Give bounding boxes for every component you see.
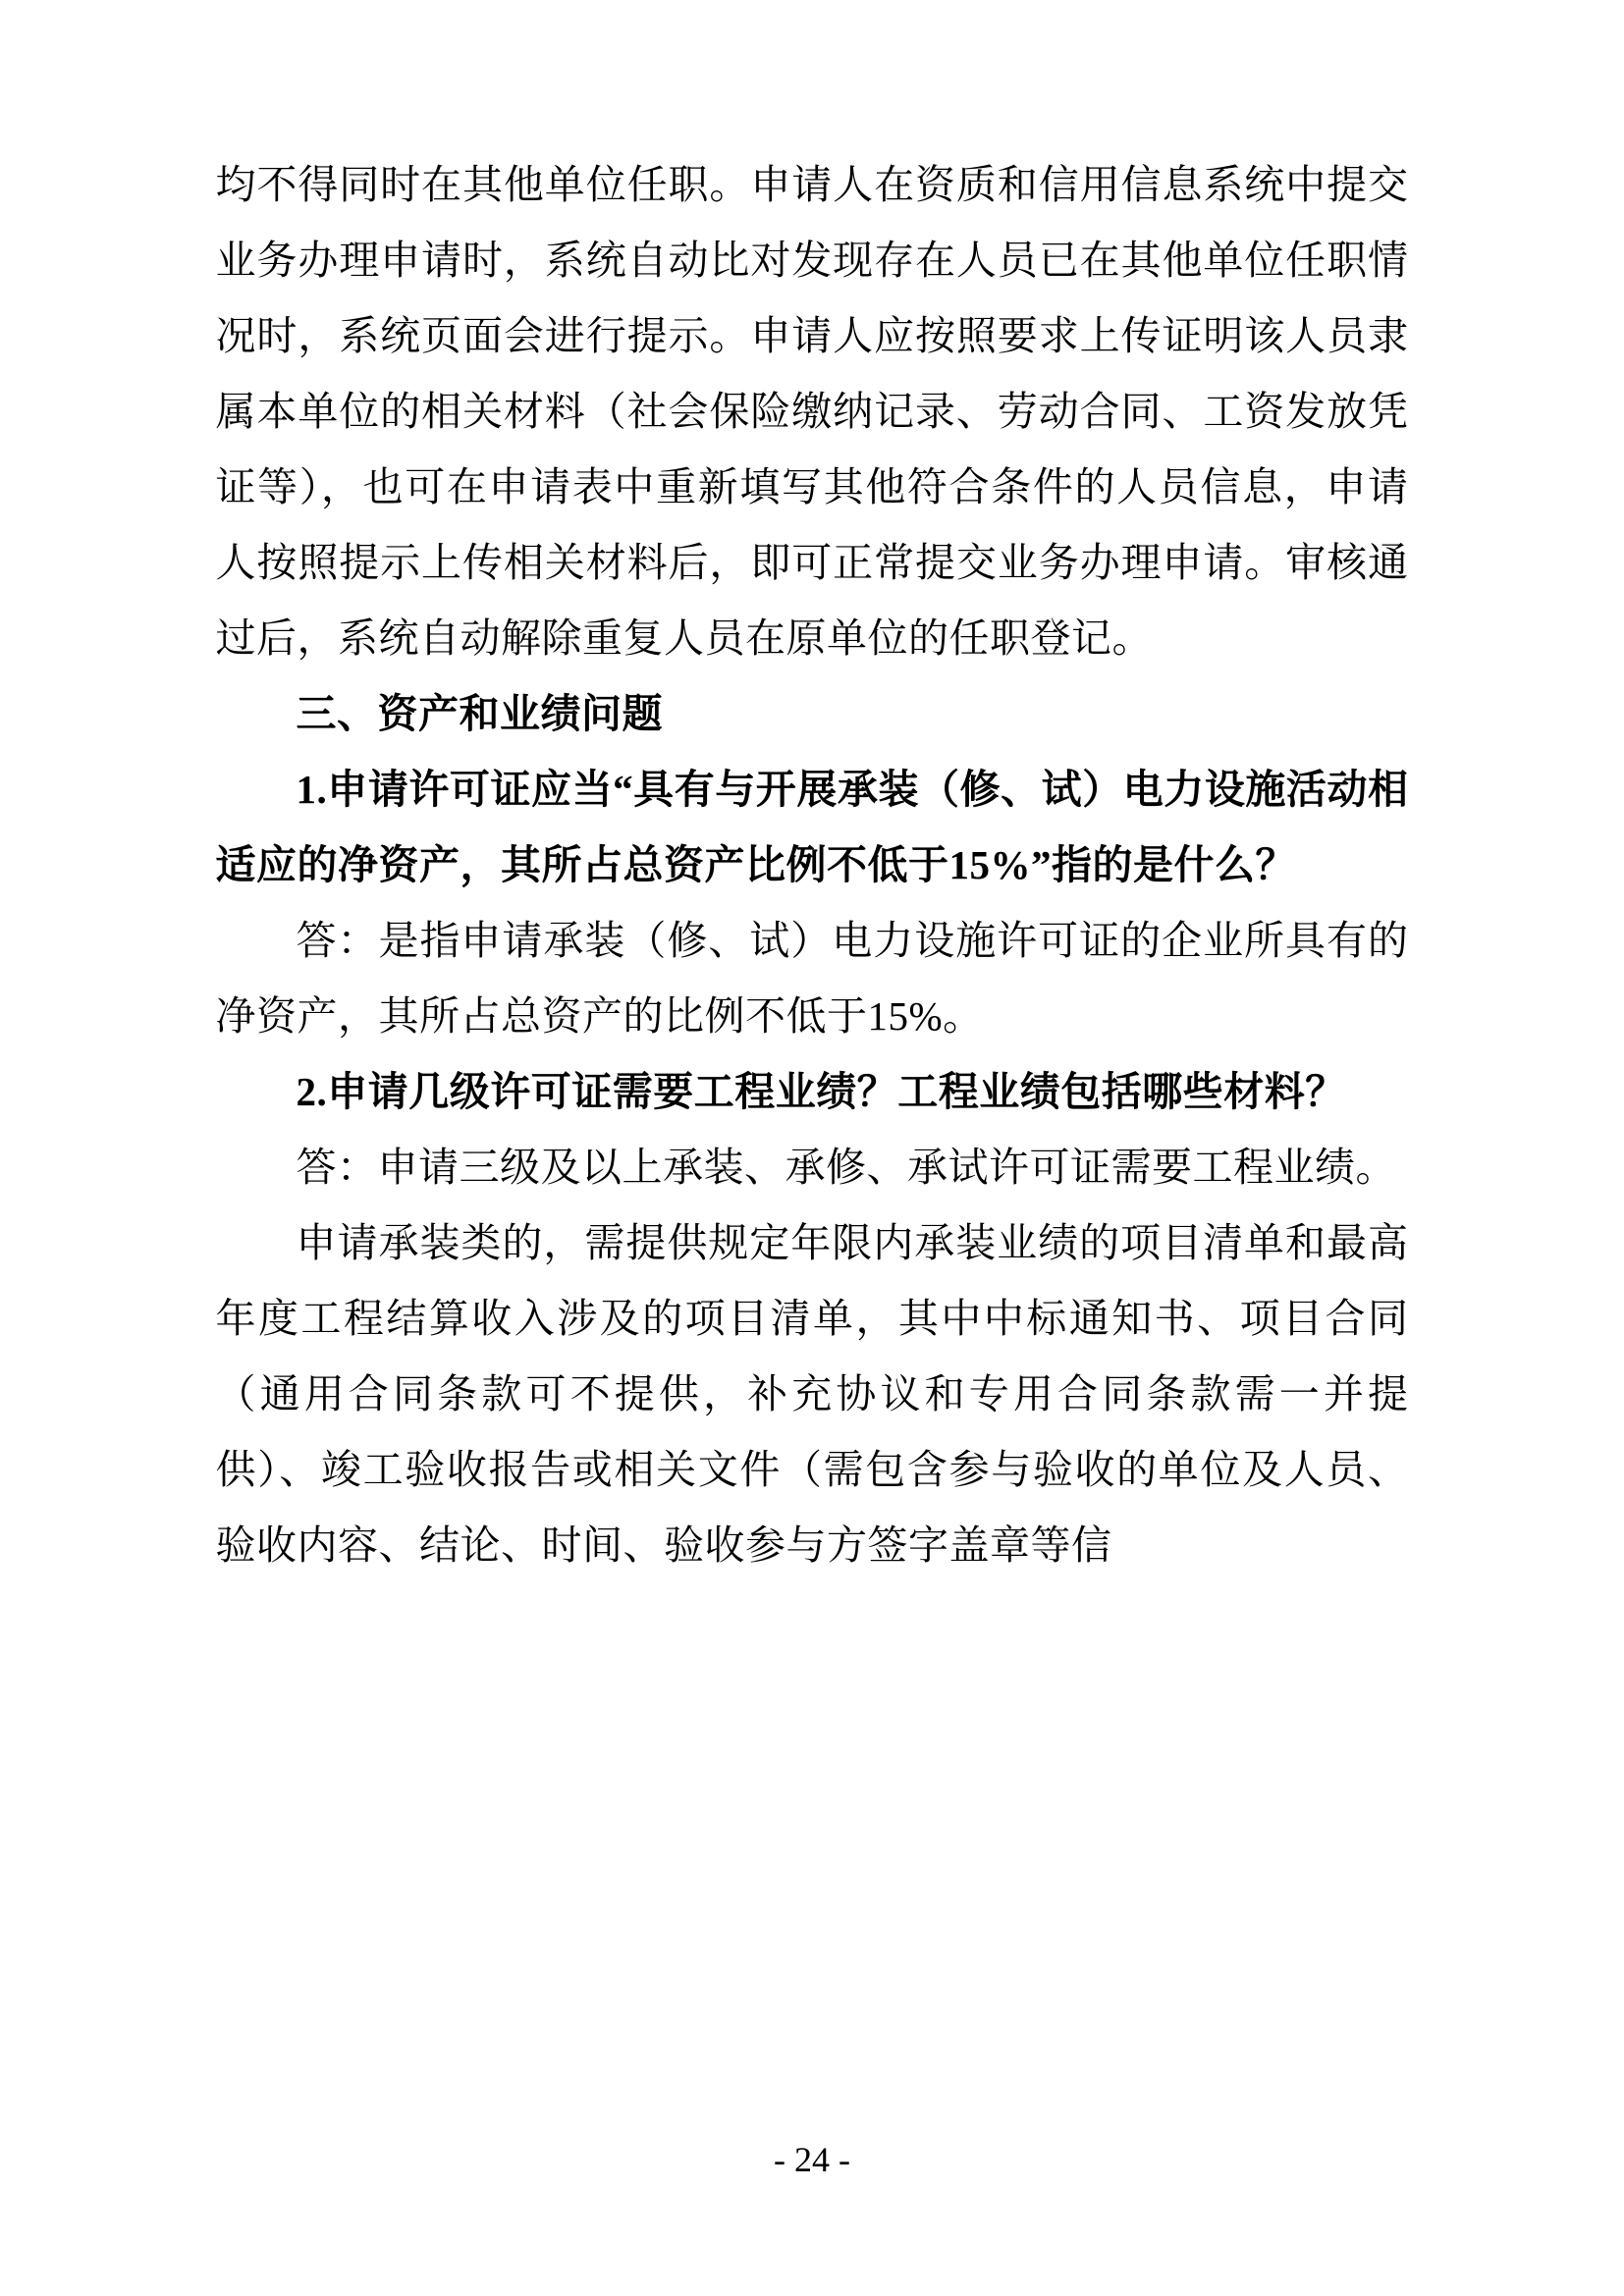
answer-2-continued: 申请承装类的，需提供规定年限内承装业绩的项目清单和最高年度工程结算收入涉及的项目清单，其中中标通知书、项目合同（通用合同条款可不提供，补充协议和专用合同条款需一并提供）、竣工验收报告或相关文件（需包含参与验收的单位及人员、验收内容、结论、时间、验收参与方签字盖章等信 [215, 1220, 1409, 1568]
page-content [216, 147, 1409, 1583]
page-number: - 24 - [774, 2140, 850, 2179]
question-2: 2.申请几级许可证需要工程业绩？工程业绩包括哪些材料？ [296, 1069, 1346, 1114]
question-1: 1.申请许可证应当“具有与开展承装（修、试）电力设施活动相适应的净资产，其所占总资产比例不低于15%”指的是什么？ [215, 767, 1409, 887]
paragraph-continuation: 均不得同时在其他单位任职。申请人在资质和信用信息系统中提交业务办理申请时，系统自动比对发现存在人员已在其他单位任职情况时，系统页面会进行提示。申请人应按照要求上传证明该人员隶属本单位的相关材料（社会保险缴纳记录、劳动合同、工资发放凭证等），也可在申请表中重新填写其他符合条件的人员信息，申请人按照提示上传相关材料后，即可正常提交业务办理申请。审核通过后，系统自动解除重复人员在原单位的任职登记。 [215, 162, 1409, 661]
answer-1: 答：是指申请承装（修、试）电力设施许可证的企业所具有的净资产，其所占总资产的比例不低于15%。 [215, 918, 1409, 1039]
section-heading: 三、资产和业绩问题 [296, 691, 663, 736]
answer-2: 答：申请三级及以上承装、承修、承试许可证需要工程业绩。 [296, 1145, 1396, 1190]
